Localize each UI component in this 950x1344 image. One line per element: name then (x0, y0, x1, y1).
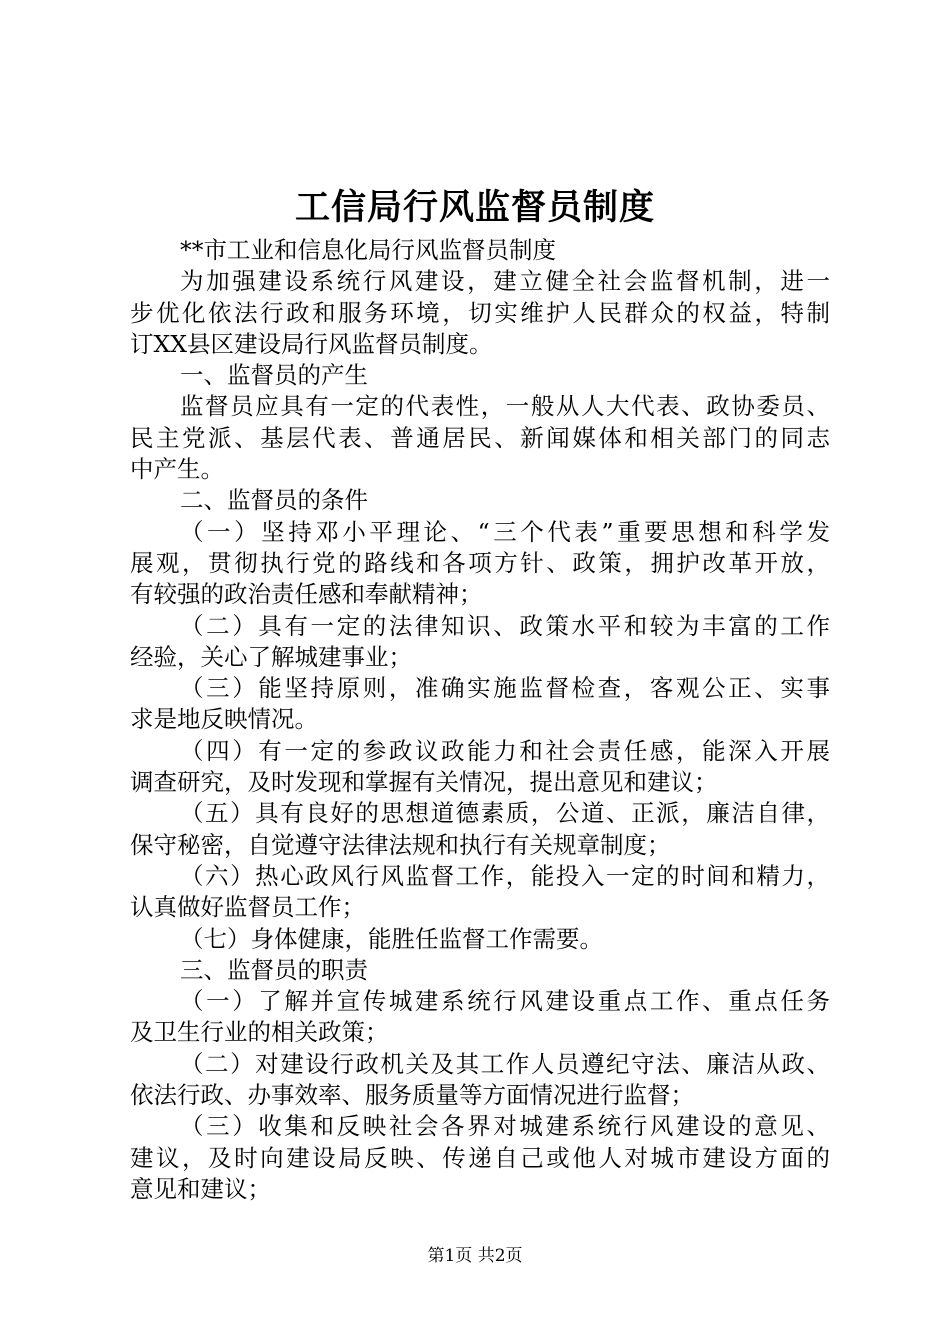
paragraph-line: 及卫生行业的相关政策； (130, 1018, 389, 1047)
paragraph-line: 步优化依法行政和服务环境，切实维护人民群众的权益，特制 (130, 298, 830, 327)
paragraph-line: 订XX县区建设局行风监督员制度。 (130, 329, 493, 358)
document-body (130, 235, 830, 1205)
paragraph-line: （三）收集和反映社会各界对城建系统行风建设的意见、 (180, 1112, 830, 1141)
paragraph-line: （二）对建设行政机关及其工作人员遵纪守法、廉洁从政、 (180, 1049, 830, 1078)
paragraph-line: 三、监督员的职责 (180, 955, 368, 984)
page-footer: 第1页 共2页 (427, 1246, 523, 1266)
paragraph-line: 二、监督员的条件 (180, 486, 368, 515)
paragraph-line: 认真做好监督员工作； (130, 893, 365, 922)
paragraph-line: 展观，贯彻执行党的路线和各项方针、政策，拥护改革开放， (130, 548, 830, 577)
paragraph-line: 有较强的政治责任感和奉献精神； (130, 580, 483, 609)
paragraph-line: （五）具有良好的思想道德素质，公道、正派，廉洁自律， (180, 799, 830, 828)
paragraph-line: 依法行政、办事效率、服务质量等方面情况进行监督； (130, 1081, 694, 1110)
paragraph-line: **市工业和信息化局行风监督员制度 (180, 236, 556, 264)
paragraph-line: （七）身体健康，能胜任监督工作需要。 (180, 924, 603, 953)
paragraph-line: 中产生。 (130, 455, 224, 484)
paragraph-line: 调查研究，及时发现和掌握有关情况，提出意见和建议； (130, 768, 718, 797)
paragraph-line: 意见和建议； (130, 1174, 271, 1203)
paragraph-line: 一、监督员的产生 (180, 361, 368, 390)
paragraph-line: （六）热心政风行风监督工作，能投入一定的时间和精力， (180, 861, 830, 890)
paragraph-line: 监督员应具有一定的代表性，一般从人大代表、政协委员、 (180, 392, 830, 421)
document-title: 工信局行风监督员制度 (294, 187, 655, 228)
paragraph-line: 为加强建设系统行风建设，建立健全社会监督机制，进一 (180, 267, 830, 296)
paragraph-line: （四）有一定的参政议政能力和社会责任感，能深入开展 (180, 736, 830, 765)
paragraph-line: 建议，及时向建设局反映、传递自己或他人对城市建设方面的 (130, 1143, 830, 1172)
paragraph-line: 经验，关心了解城建事业； (130, 642, 412, 671)
paragraph-line: （一）坚持邓小平理论、“三个代表”重要思想和科学发 (180, 517, 830, 546)
paragraph-line: 保守秘密，自觉遵守法律法规和执行有关规章制度； (130, 830, 671, 859)
paragraph-line: 民主党派、基层代表、普通居民、新闻媒体和相关部门的同志 (130, 423, 830, 452)
paragraph-line: （三）能坚持原则，准确实施监督检查，客观公正、实事 (180, 674, 830, 703)
paragraph-line: （二）具有一定的法律知识、政策水平和较为丰富的工作 (180, 611, 830, 640)
paragraph-line: 求是地反映情况。 (130, 705, 318, 734)
paragraph-line: （一）了解并宣传城建系统行风建设重点工作、重点任务 (180, 987, 830, 1016)
